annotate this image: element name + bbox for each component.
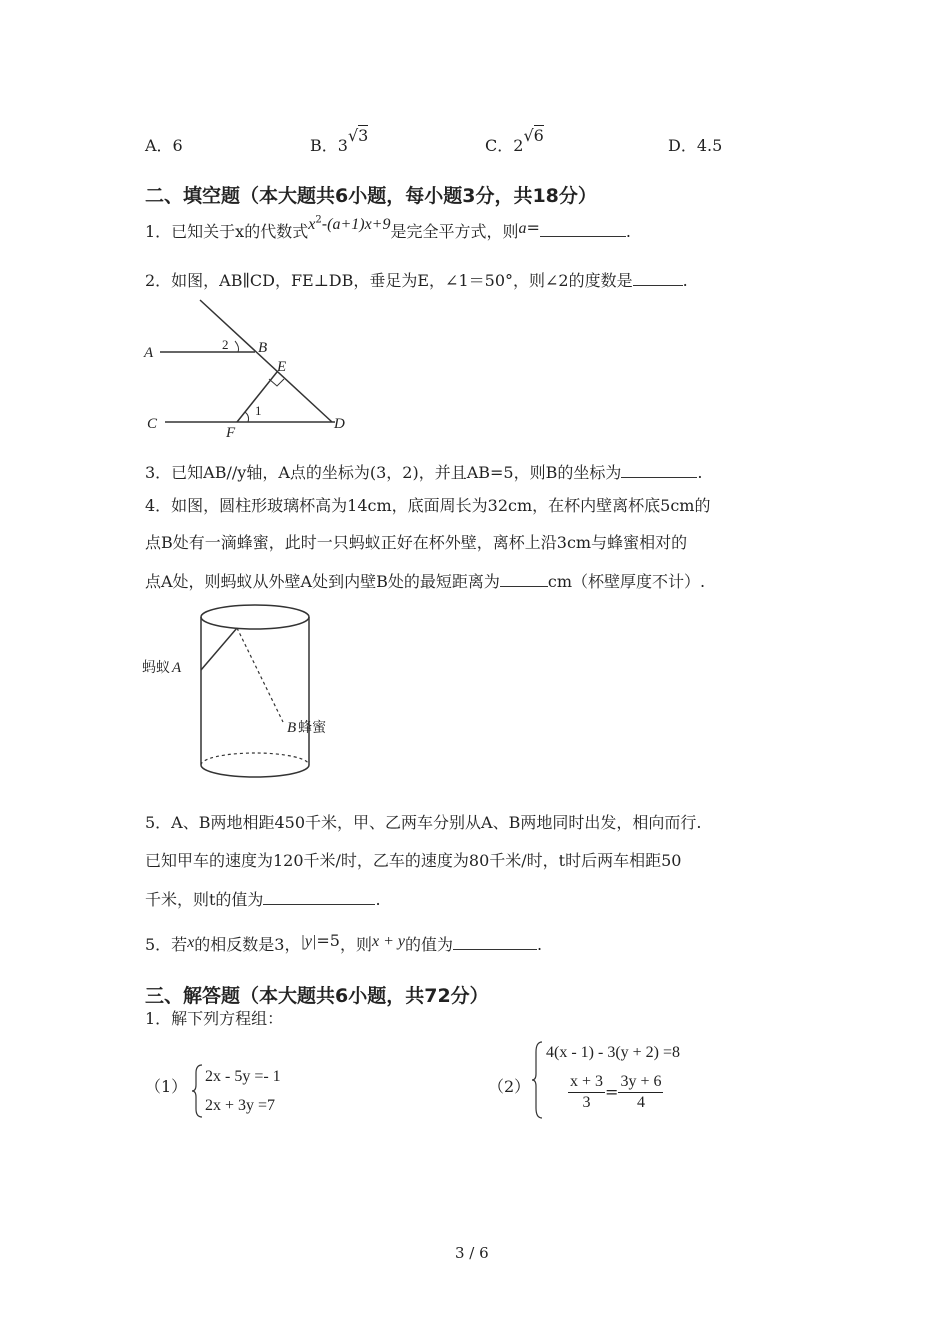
choice-c-radicand: 6 <box>533 126 544 145</box>
ant-text: 蚂蚁 <box>142 660 170 676</box>
answer-blank[interactable] <box>621 463 697 478</box>
choice-a: A．6 <box>145 136 183 155</box>
sys2-eq1: 4(x - 1) - 3(y + 2) =8 <box>546 1044 681 1061</box>
sys1-label: （1） <box>145 1077 188 1096</box>
s2-q4-line3 <box>145 572 705 590</box>
choice-b <box>310 126 369 155</box>
fraction-left <box>568 1072 605 1113</box>
s2-q6-eq5: =5 <box>316 931 340 950</box>
sqrt-sign: √6 <box>523 126 544 145</box>
angle-1-arc <box>245 412 249 422</box>
s2-q4-line3b: cm（杯壁厚度不计）. <box>547 572 706 591</box>
cylinder-top <box>201 605 309 629</box>
s2-q5-line3-text: 千米，则t的值为 <box>145 890 264 909</box>
line-db <box>200 300 332 422</box>
sys2-eq2 <box>568 1072 663 1113</box>
s2-q1-middle: 是完全平方式，则 <box>390 222 519 241</box>
expr-x: x <box>308 216 316 233</box>
expr-paren: (a+1) <box>327 216 365 233</box>
brace-1 <box>192 1063 204 1119</box>
s2-q6-mid1: 的相反数是3， <box>194 935 301 954</box>
cylinder-figure <box>140 600 370 790</box>
s2-q6-prefix: 5．若 <box>145 935 188 954</box>
answer-blank[interactable] <box>500 572 548 587</box>
s3-q1-title: 1．解下列方程组： <box>145 1009 284 1028</box>
s2-q3 <box>145 463 702 481</box>
answer-blank[interactable] <box>263 890 375 905</box>
s2-q6-abs-y: |y| <box>300 933 317 950</box>
label-c: C <box>147 416 158 432</box>
s2-q5-line3 <box>145 890 381 908</box>
s2-q6-x: x <box>187 934 195 951</box>
sqrt-sign: √3 <box>347 126 369 145</box>
eq-sign: = <box>605 1082 619 1102</box>
s2-q5-end: . <box>375 890 381 909</box>
section2-heading: 二、填空题（本大题共6小题，每小题3分，共18分） <box>145 185 597 207</box>
s2-q6-xy: x + y <box>372 933 405 950</box>
label-angle-2: 2 <box>222 337 229 352</box>
s2-q4-line2: 点B处有一滴蜂蜜，此时一只蚂蚁正好在杯外壁，离杯上沿3cm与蜂蜜相对的 <box>145 533 688 552</box>
s2-q3-text: 3．已知AB//y轴，A点的坐标为(3，2)，并且AB=5，则B的坐标为 <box>145 463 622 482</box>
answer-blank[interactable] <box>453 935 537 950</box>
choice-b-prefix: B．3 <box>310 136 348 155</box>
fraction-right <box>618 1072 663 1113</box>
honey-var: B <box>287 720 297 736</box>
frac1-den: 3 <box>582 1094 591 1111</box>
label-f: F <box>226 425 236 440</box>
s2-q5-line1: 5．A、B两地相距450千米，甲、乙两车分别从A、B两地同时出发，相向而行. <box>145 813 702 832</box>
answer-blank[interactable] <box>540 222 626 237</box>
s2-q6-end: . <box>537 935 543 954</box>
s2-q1 <box>145 214 631 241</box>
page-number: 3 / 6 <box>455 1244 489 1262</box>
s2-q2-end: . <box>682 271 688 290</box>
s2-q1-end: . <box>625 222 631 241</box>
s2-q1-prefix: 1．已知关于x的代数式 <box>145 222 309 241</box>
choice-c <box>485 126 544 155</box>
s2-q6 <box>145 931 543 954</box>
s2-q4-line3a: 点A处，则蚂蚁从外壁A处到内壁B处的最短距离为 <box>145 572 500 591</box>
sys2-label: （2） <box>488 1077 531 1096</box>
label-honey <box>287 720 326 736</box>
path-inner <box>237 628 283 722</box>
s2-q6-mid2: ，则 <box>339 935 372 954</box>
s2-q2-text: 2．如图，AB∥CD，FE⊥DB，垂足为E，∠1＝50°，则∠2的度数是 <box>145 271 633 290</box>
parallel-lines-figure <box>140 295 360 440</box>
frac1-num: x + 3 <box>568 1072 605 1093</box>
s2-q4-line1: 4．如图，圆柱形玻璃杯高为14cm，底面周长为32cm，在杯内壁离杯底5cm的 <box>145 496 711 515</box>
label-ant <box>142 659 182 676</box>
label-a: A <box>144 345 154 361</box>
sys1-eq1: 2x - 5y =- 1 <box>205 1068 281 1085</box>
label-angle-1: 1 <box>255 403 262 418</box>
cylinder-bottom-back <box>201 753 309 765</box>
brace-2 <box>532 1040 544 1120</box>
answer-blank[interactable] <box>633 271 683 286</box>
expr-minus: - <box>321 214 328 233</box>
frac2-num: 3y + 6 <box>618 1072 663 1093</box>
s2-q5-line2: 已知甲车的速度为120千米/时，乙车的速度为80千米/时，t时后两车相距50 <box>145 851 682 870</box>
label-d: D <box>334 416 345 432</box>
sys1-eq2: 2x + 3y =7 <box>205 1097 276 1114</box>
section3-heading: 三、解答题（本大题共6小题，共72分） <box>145 985 489 1007</box>
cylinder-bottom-front <box>201 765 309 777</box>
honey-text: 蜂蜜 <box>298 720 327 736</box>
s2-q2 <box>145 271 688 289</box>
expr-tail: x+9 <box>364 216 391 233</box>
choice-d: D．4.5 <box>668 136 723 155</box>
frac2-den: 4 <box>636 1094 645 1111</box>
ant-var: A <box>172 660 182 676</box>
s2-q1-expression <box>308 214 390 233</box>
s2-q6-mid3: 的值为 <box>405 935 454 954</box>
angle-2-arc <box>235 341 239 352</box>
s2-q1-var: a <box>518 220 527 237</box>
label-e: E <box>277 359 287 375</box>
choice-b-radicand: 3 <box>358 126 369 145</box>
label-b: B <box>258 340 268 356</box>
path-outer <box>201 628 237 670</box>
expr-sup: 2 <box>315 214 322 226</box>
choice-c-prefix: C．2 <box>485 136 524 155</box>
s2-q1-eq: = <box>526 218 540 237</box>
s2-q3-end: . <box>697 463 703 482</box>
